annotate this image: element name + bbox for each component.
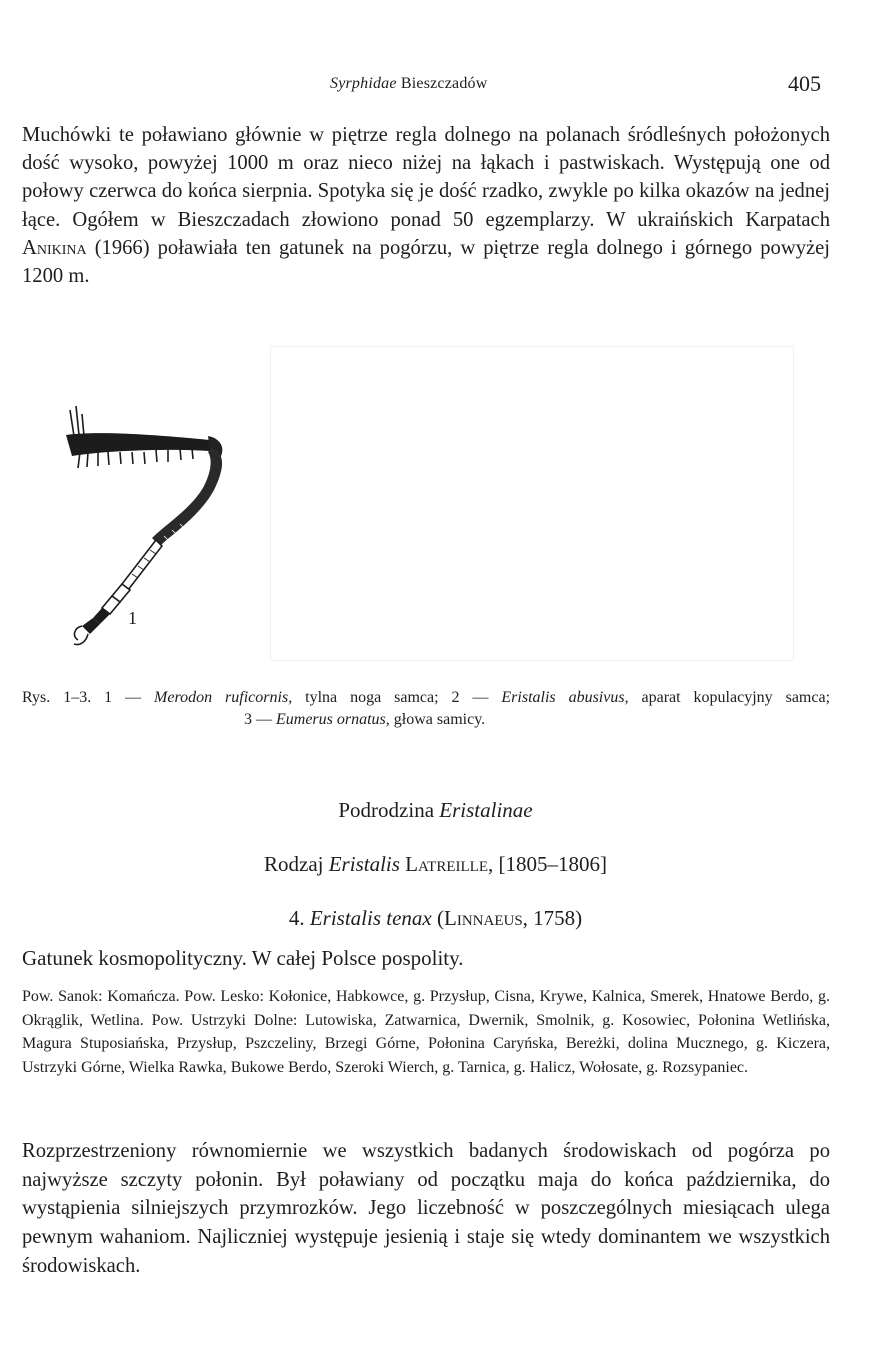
species-open: (	[431, 906, 444, 930]
subfamily-name: Eristalinae	[439, 798, 533, 822]
caption-taxon-1: Merodon ruficornis	[154, 689, 289, 706]
species-year: , 1758)	[522, 906, 583, 930]
localities-text: Pow. Sanok: Komańcza. Pow. Lesko: Kołonice, Habkowce, g. Przysłup, Cisna, Krywe, Kalnica, Smerek, Hnatowe Berdo, g. Okrąglik, Wetlina. Pow. Ustrzyki Dolne: Lutowiska, Zatwarnica, Dwernik, Smolnik, g. Kosowiec, Połonina Wetlińska, Magura Stuposiańska, Przysłup, Pszczeliny, Brzegi Górne, Połonina Caryńska, Bereżki, dolina Mucznego, g. Kiczera, Ustrzyki Górne, Wielka Rawka, Bukowe Berdo, Szeroki Wierch, g. Tarnica, g. Halicz, Wołosate, g. Rozsypaniec.	[22, 988, 830, 1076]
caption-text-2: , aparat kopulacyjny samca;	[624, 689, 831, 706]
figure-photo-placeholder	[270, 346, 794, 661]
genus-heading	[0, 852, 871, 877]
paragraph1-author: Anikina	[22, 236, 87, 259]
leg-illustration	[60, 340, 270, 660]
genus-name: Eristalis	[328, 852, 400, 876]
subfamily-label: Podrodzina	[338, 798, 440, 822]
page-header	[0, 71, 871, 99]
species-name: Eristalis tenax	[309, 906, 432, 930]
caption-taxon-3: Eumerus ornatus	[276, 711, 386, 728]
body-paragraph-1	[22, 121, 830, 290]
species-heading	[0, 906, 871, 931]
subfamily-heading	[0, 798, 871, 823]
genus-year: , [1805–1806]	[487, 852, 607, 876]
paragraph1-text-b: (1966) poławiała ten gatunek na pogórzu, w piętrze regla dolnego i górnego powyżej 1200 m.	[22, 236, 830, 288]
paragraph1-text-a: Muchówki te poławiano głównie w piętrze regla dolnego na polanach śródleśnych położonych dość wysoko, powyżej 1000 m oraz nieco niżej na łąkach i pastwiskach. Występują one od połowy czerwca do końca sierpnia. Spotyka się je dość rzadko, zwykle po kilka okazów na jednej łące. Ogółem w Bieszczadach złowiono ponad 50 egzemplarzy. W ukraińskich Karpatach	[22, 124, 830, 231]
genus-label: Rodzaj	[264, 852, 329, 876]
running-title-region: Bieszczadów	[396, 75, 488, 92]
figure-area	[60, 340, 800, 670]
running-title-family: Syrphidae	[330, 75, 397, 92]
caption-prefix: Rys. 1–3. 1 —	[22, 689, 155, 706]
caption-text-1: , tylna noga samca; 2 —	[288, 689, 502, 706]
caption-text-3: , głowa samicy.	[385, 711, 486, 728]
distribution-text: Gatunek kosmopolityczny. W całej Polsce pospolity.	[22, 946, 464, 970]
caption-line-1	[22, 687, 830, 709]
genus-author: Latreille	[405, 852, 488, 876]
figure-number: 1	[128, 608, 137, 628]
leg-basitarsus	[122, 540, 162, 590]
caption-prefix-3: 3 —	[244, 711, 276, 728]
leg-femur	[66, 433, 220, 456]
species-number: 4.	[288, 906, 310, 930]
page-number: 405	[788, 71, 821, 96]
running-title	[330, 75, 488, 93]
caption-taxon-2: Eristalis abusivus	[501, 689, 625, 706]
leg-tibia	[152, 448, 222, 546]
figure-caption	[22, 687, 830, 731]
caption-line-2	[22, 709, 830, 731]
species-author: Linnaeus	[444, 906, 523, 930]
body-paragraph-2: Rozprzestrzeniony równomiernie we wszystkich badanych środowiskach od pogórza po najwyższe szczyty połonin. Był poławiany od początku maja do końca października, do wystąpienia silniejszych przymrozków. Jego liczebność w poszczególnych miesiącach ulega pewnym wahaniom. Najliczniej występuje jesienią i staje się wtedy dominantem we wszystkich środowiskach.	[22, 1140, 830, 1277]
